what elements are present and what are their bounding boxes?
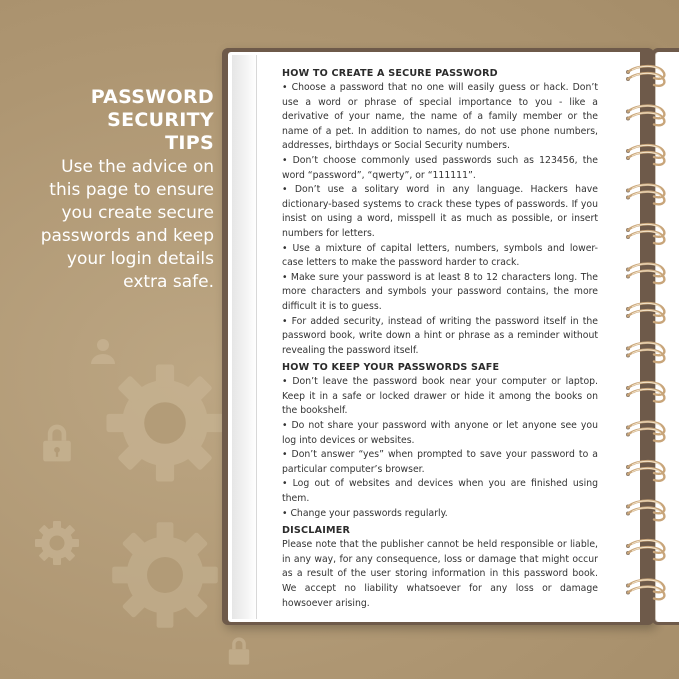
spiral-binding [620, 60, 670, 620]
promo-title-line: SECURITY [107, 109, 214, 131]
promo-subtitle-line: extra safe. [123, 272, 214, 292]
disclaimer-text: Please note that the publisher cannot be held responsible or liable, in any way, for any consequence, loss or damage that might occur as a result of the user storing information in this password book. We accept no liability whatsoever for any loss or damage howsoever arising. [282, 539, 598, 609]
tip-item: • For added security, instead of writing the password itself in the password book, write down a hint or phrase as a reminder without revealing the password itself. [282, 315, 598, 356]
promo-subtitle-line: you create secure [61, 203, 214, 223]
promo-subtitle-line: passwords and keep [40, 226, 214, 246]
tip-item: • Make sure your password is at least 8 to 12 characters long. The more characters and symbols your password contains, the more difficult it is to guess. [282, 271, 598, 312]
page-stack-edge [232, 55, 257, 619]
tip-item: • Don’t choose commonly used passwords such as 123456, the word “password”, “qwerty”, or “111111”. [282, 154, 598, 181]
promo-title [0, 86, 214, 155]
padlock-icon [34, 420, 80, 466]
user-icon [88, 336, 118, 366]
promo-text [0, 86, 214, 294]
section-heading: DISCLAIMER [282, 525, 351, 537]
page-content [282, 66, 598, 611]
tip-item: • Use a mixture of capital letters, numbers, symbols and lower-case letters to make the password harder to crack. [282, 242, 598, 269]
promo-subtitle-line: your login details [66, 249, 214, 269]
promo-subtitle-line: Use the advice on [61, 157, 214, 177]
padlock-icon [222, 634, 256, 668]
tip-item: • Don’t use a solitary word in any language. Hackers have dictionary-based systems to crack these types of passwords. If you insist on using a word, misspell it as much as possible, or insert numbers for letters. [282, 184, 598, 239]
promo-title-line: PASSWORD [90, 86, 214, 108]
gear-icon [100, 358, 230, 488]
tip-item: • Change your passwords regularly. [282, 507, 448, 519]
section-heading: HOW TO CREATE A SECURE PASSWORD [282, 68, 498, 79]
gear-icon [105, 515, 225, 635]
tip-item: • Do not share your password with anyone or let anyone see you log into devices or websites. [282, 420, 598, 446]
tip-item: • Don’t leave the password book near your computer or laptop. Keep it in a safe or locked drawer or hide it among the books on the bookshelf. [282, 376, 598, 417]
tip-item: • Choose a password that no one will easily guess or hack. Don’t use a word or phrase of special importance to you - like a derivative of your name, the name of a family member or the name of a pet. In addition to names, do not use phone numbers, addresses, birthdays or Social Security numbers. [282, 82, 598, 152]
tip-item: • Don’t answer “yes” when prompted to save your password to a particular computer’s browser. [282, 449, 598, 475]
promo-subtitle-line: this page to ensure [49, 180, 214, 200]
promo-title-line: TIPS [165, 132, 214, 154]
tip-item: • Log out of websites and devices when you are finished using them. [282, 478, 598, 505]
section-heading: HOW TO KEEP YOUR PASSWORDS SAFE [282, 362, 500, 374]
gear-icon [32, 518, 82, 568]
promo-subtitle [0, 156, 214, 294]
